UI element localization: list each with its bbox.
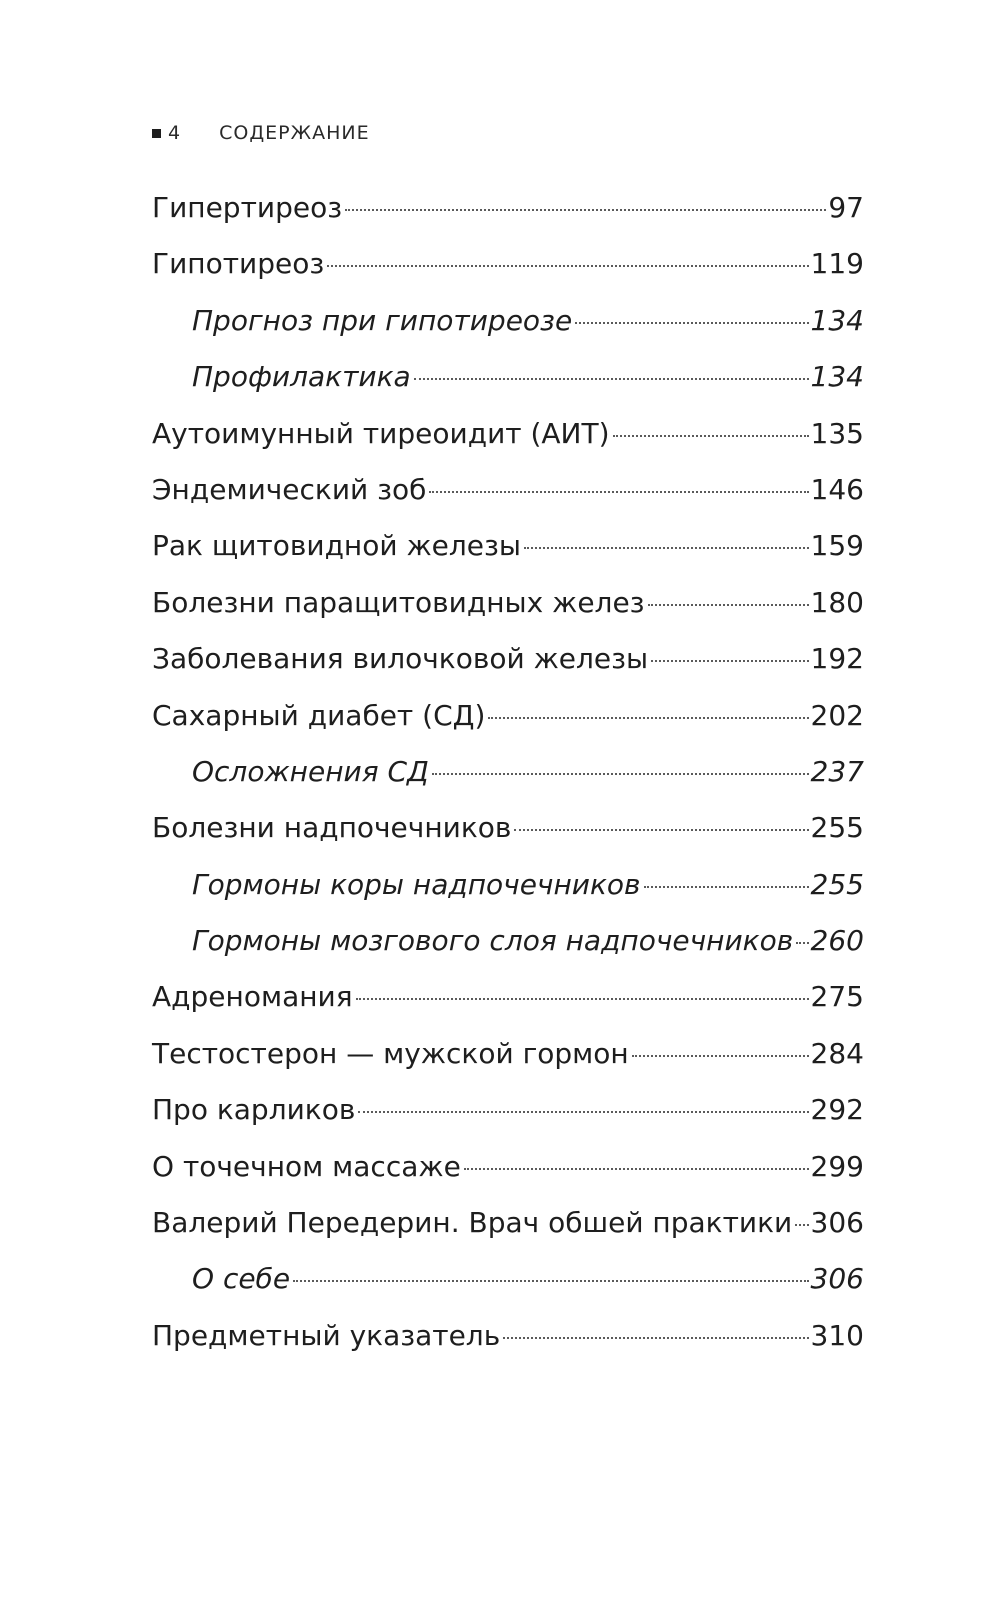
toc-entry-page: 119 <box>810 247 864 281</box>
dot-leader <box>644 886 809 888</box>
toc-entry-title: Аутоимунный тиреоидит (АИТ) <box>152 416 610 450</box>
dot-leader <box>293 1280 808 1282</box>
dot-leader <box>432 773 809 775</box>
toc-entry-page: 134 <box>810 360 864 394</box>
toc-entry[interactable] <box>152 865 864 921</box>
toc-entry-page: 97 <box>828 191 864 224</box>
toc-entry[interactable] <box>152 977 864 1033</box>
toc-entry-page: 192 <box>810 642 864 676</box>
toc-entry-title: Гипотиреоз <box>152 247 325 281</box>
toc-entry-page: 202 <box>810 698 864 732</box>
dot-leader <box>648 604 809 606</box>
toc-entry-page: 135 <box>810 416 864 450</box>
toc-entry-page: 134 <box>810 303 864 337</box>
toc-entry-page: 146 <box>810 472 864 506</box>
dot-leader <box>651 660 808 662</box>
dot-leader <box>358 1111 808 1113</box>
toc-entry-title: Болезни надпочечников <box>152 811 512 845</box>
dot-leader <box>795 1224 808 1226</box>
toc-entry-page: 237 <box>810 754 864 788</box>
toc-entry[interactable] <box>152 1259 864 1315</box>
toc-entry-title: Адреномания <box>152 980 353 1014</box>
toc-entry-page: 260 <box>810 924 864 958</box>
page-number: 4 <box>168 122 182 144</box>
toc-entry-page: 180 <box>810 585 864 619</box>
toc-entry[interactable] <box>152 921 864 977</box>
dot-leader <box>345 209 826 211</box>
toc-entry[interactable] <box>152 1203 864 1259</box>
toc-entry-page: 306 <box>810 1206 864 1240</box>
toc-entry[interactable] <box>152 244 864 300</box>
toc-entry-page: 255 <box>810 811 864 845</box>
toc-entry-title: Сахарный диабет (СД) <box>152 698 486 732</box>
toc-entry-page: 255 <box>810 867 864 901</box>
toc-entry-title: Профилактика <box>192 360 411 394</box>
dot-leader <box>327 265 808 267</box>
toc-entry[interactable] <box>152 808 864 864</box>
toc-entry[interactable] <box>152 696 864 752</box>
dot-leader <box>488 717 808 719</box>
running-head <box>152 118 370 148</box>
toc-entry-title: Болезни паращитовидных желез <box>152 585 645 619</box>
toc-entry-title: Гормоны мозгового слоя надпочечников <box>192 924 794 958</box>
table-of-contents <box>152 188 864 1372</box>
toc-entry[interactable] <box>152 752 864 808</box>
toc-entry-title: Осложнения СД <box>192 754 429 788</box>
toc-entry[interactable] <box>152 301 864 357</box>
toc-entry-title: Рак щитовидной железы <box>152 529 522 563</box>
toc-entry-page: 159 <box>810 529 864 563</box>
section-title: СОДЕРЖАНИЕ <box>219 122 370 144</box>
toc-entry[interactable] <box>152 414 864 470</box>
toc-entry-title: О себе <box>192 1262 291 1296</box>
toc-entry[interactable] <box>152 639 864 695</box>
dot-leader <box>429 491 808 493</box>
toc-entry-title: Заболевания вилочковой железы <box>152 642 649 676</box>
dot-leader <box>575 322 808 324</box>
toc-entry[interactable] <box>152 526 864 582</box>
toc-entry[interactable] <box>152 1034 864 1090</box>
toc-entry-title: Гипертиреоз <box>152 191 343 224</box>
toc-entry[interactable] <box>152 1090 864 1146</box>
toc-entry-page: 275 <box>810 980 864 1014</box>
toc-entry-page: 299 <box>810 1149 864 1183</box>
toc-entry-title: Предметный указатель <box>152 1318 501 1352</box>
toc-entry-title: Тестостерон — мужской гормон <box>152 1036 629 1070</box>
dot-leader <box>632 1055 809 1057</box>
toc-entry[interactable] <box>152 470 864 526</box>
toc-entry-page: 306 <box>810 1262 864 1296</box>
toc-entry[interactable] <box>152 188 864 244</box>
toc-entry-page: 292 <box>810 1093 864 1127</box>
dot-leader <box>464 1168 809 1170</box>
toc-entry-title: Прогноз при гипотиреозе <box>192 303 573 337</box>
toc-entry-title: Эндемический зоб <box>152 472 427 506</box>
dot-leader <box>414 378 809 380</box>
dot-leader <box>524 547 809 549</box>
dot-leader <box>796 942 808 944</box>
toc-entry-title: О точечном массаже <box>152 1149 461 1183</box>
toc-entry-page: 310 <box>810 1318 864 1352</box>
dot-leader <box>503 1337 808 1339</box>
dot-leader <box>514 829 808 831</box>
dot-leader <box>356 998 809 1000</box>
toc-entry[interactable] <box>152 1316 864 1372</box>
toc-entry-title: Валерий Передерин. Врач обшей практики <box>152 1206 793 1240</box>
toc-entry[interactable] <box>152 583 864 639</box>
toc-entry[interactable] <box>152 357 864 413</box>
toc-entry-title: Гормоны коры надпочечников <box>192 867 641 901</box>
toc-entry-title: Про карликов <box>152 1093 356 1127</box>
toc-entry[interactable] <box>152 1147 864 1203</box>
toc-entry-page: 284 <box>810 1036 864 1070</box>
square-bullet-icon <box>152 129 161 138</box>
dot-leader <box>613 435 809 437</box>
